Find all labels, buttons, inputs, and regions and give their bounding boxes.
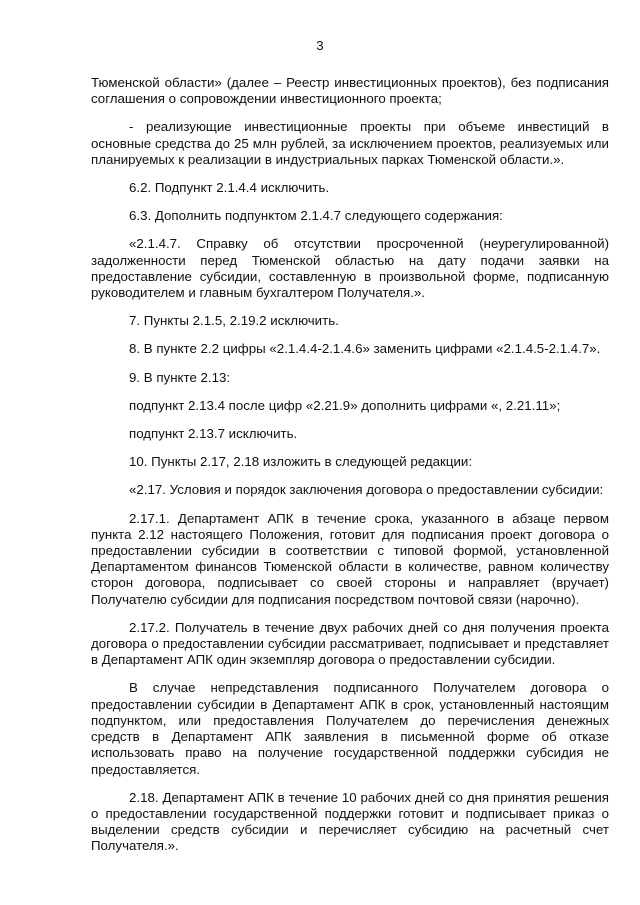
- paragraph-6-3: 6.3. Дополнить подпунктом 2.1.4.7 следующего содержания:: [129, 208, 503, 224]
- paragraph-2-1-4-7: «2.1.4.7. Справку об отсутствии просроченной (неурегулированной) задолженности перед Тюменской областью на дату подачи заявки на предоставление субсидии, составленную в произвольной форме, подписанную руководителем и главным бухгалтером Получателя.».: [91, 236, 609, 301]
- paragraph-9: 9. В пункте 2.13:: [129, 369, 231, 385]
- paragraph-2-13-4: подпункт 2.13.4 после цифр «2.21.9» дополнить цифрами «, 2.21.11»;: [129, 397, 561, 413]
- paragraph-8: 8. В пункте 2.2 цифры «2.1.4.4-2.1.4.6» заменить цифрами «2.1.4.5-2.1.4.7».: [129, 341, 601, 357]
- paragraph-7: 7. Пункты 2.1.5, 2.19.2 исключить.: [129, 313, 339, 329]
- paragraph-10: 10. Пункты 2.17, 2.18 изложить в следующей редакции:: [129, 454, 473, 470]
- document-body: [91, 75, 609, 867]
- paragraph-2-18: 2.18. Департамент АПК в течение 10 рабочих дней со дня принятия решения о предоставлении государственной поддержки готовит и подписывает приказ о выделении средств субсидии и перечисляет субсидию на расчетный счет Получателя.».: [91, 789, 609, 854]
- page-number: 3: [316, 38, 324, 53]
- paragraph-non-submission: В случае непредставления подписанного Получателем договора о предоставлении субсидии в Департамент АПК в срок, установленный настоящим подпунктом, или предоставления Получателем до перечисления денежных средств в Департамент АПК заявления в письменной форме об отказе использовать право на получение государственной поддержки субсидия не предоставляется.: [91, 680, 609, 777]
- paragraph-2-13-7: подпункт 2.13.7 исключить.: [129, 426, 298, 442]
- paragraph-6-2: 6.2. Подпункт 2.1.4.4 исключить.: [129, 180, 330, 196]
- paragraph-2-17-1: 2.17.1. Департамент АПК в течение срока, указанного в абзаце первом пункта 2.12 настоящего Положения, готовит для подписания проект договора о предоставлении субсидии в соответствии с типовой формой, установленной Департаментом финансов Тюменской области в количестве, равном количеству сторон договора, подписывает со своей стороны и направляет (вручает) Получателю субсидии для подписания посредством почтовой связи (нарочно).: [91, 510, 609, 607]
- paragraph-investment-projects: - реализующие инвестиционные проекты при объеме инвестиций в основные средства до 25 млн рублей, за исключением проектов, реализуемых или планируемых к реализации в индустриальных парках Тюменской области.».: [91, 119, 609, 167]
- paragraph-continuation: Тюменской области» (далее – Реестр инвестиционных проектов), без подписания соглашения о сопровождении инвестиционного проекта;: [91, 75, 609, 107]
- paragraph-2-17-2: 2.17.2. Получатель в течение двух рабочих дней со дня получения проекта договора о предоставлении субсидии рассматривает, подписывает и представляет в Департамент АПК один экземпляр договора о предоставлении субсидии.: [91, 619, 609, 668]
- paragraph-2-17: «2.17. Условия и порядок заключения договора о предоставлении субсидии:: [129, 482, 604, 498]
